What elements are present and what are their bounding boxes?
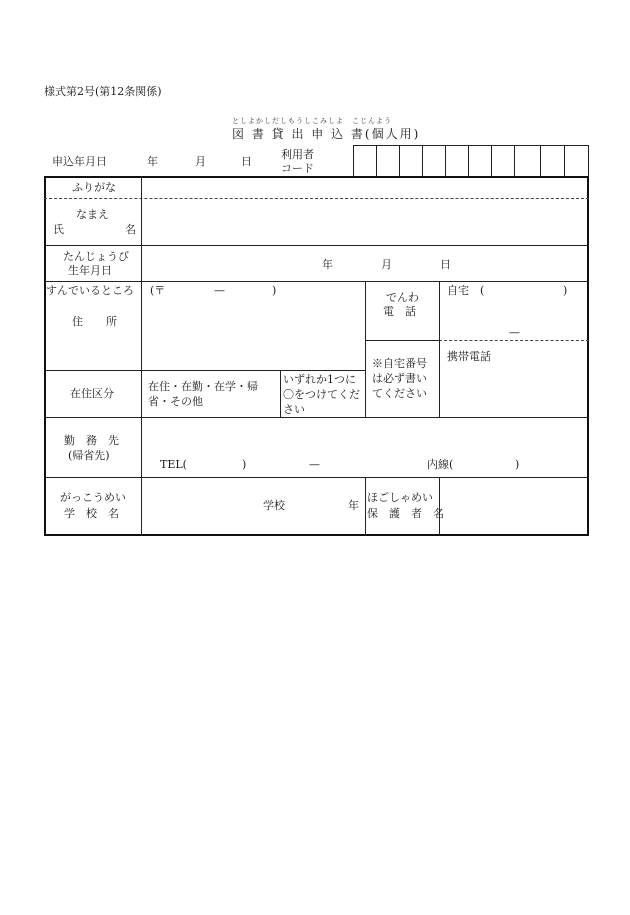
phone-note-3: てください <box>372 387 427 400</box>
application-month: 月 <box>195 155 206 168</box>
form-title: 図 書 貸 出 申 込 書(個人用) <box>232 127 421 141</box>
workplace-field[interactable] <box>142 418 588 456</box>
birth-label: 生年月日 <box>68 264 112 277</box>
form-number: 様式第2号(第12条関係) <box>44 85 162 98</box>
home-phone-label: 自宅 ( <box>447 284 485 297</box>
application-date-label: 申込年月日 <box>52 155 107 168</box>
extension-close: ) <box>515 458 520 471</box>
address-kana-label: すんでいるところ <box>46 284 134 297</box>
extension-label: 内線( <box>427 458 454 471</box>
residence-hint-3: さい <box>283 403 305 416</box>
user-code-label-1: 利用者 <box>281 148 314 161</box>
name-kana-label: なまえ <box>76 208 109 221</box>
home-phone-dash: — <box>509 326 520 339</box>
workplace-label: 勤 務 先 <box>64 434 119 447</box>
school-field[interactable] <box>142 478 364 535</box>
workplace-tel-close: ) <box>242 458 247 471</box>
name-label-1: 氏 <box>53 223 64 236</box>
application-day: 日 <box>241 155 252 168</box>
residence-options-2[interactable]: 省・その他 <box>148 395 203 408</box>
postal-dash: — <box>214 284 225 297</box>
guardian-field[interactable] <box>440 478 588 535</box>
birth-year: 年 <box>322 258 333 271</box>
birth-day: 日 <box>440 258 451 271</box>
school-suffix: 学校 <box>263 499 285 512</box>
residence-hint-1: いずれか1つに <box>283 373 356 386</box>
school-year-suffix: 年 <box>348 499 359 512</box>
title-ruby: としよかしだしもうしこみしよ こじんよう <box>232 117 392 125</box>
birth-month: 月 <box>381 258 392 271</box>
guardian-label: 保 護 者 名 <box>367 507 444 520</box>
phone-kana-label: でんわ <box>386 291 419 304</box>
residence-hint-2: 〇をつけてくだ <box>283 388 360 401</box>
phone-label: 電 話 <box>383 305 416 318</box>
user-code-label-2: コード <box>281 162 314 175</box>
school-label: 学 校 名 <box>64 507 119 520</box>
address-label-2: 所 <box>106 315 117 328</box>
name-label-2: 名 <box>125 223 136 236</box>
furigana-field[interactable] <box>142 177 588 197</box>
residence-label: 在住区分 <box>70 387 114 400</box>
workplace-tel-label: TEL( <box>160 458 187 471</box>
workplace-sublabel: (帰省先) <box>68 449 110 462</box>
postal-close: ) <box>272 284 277 297</box>
home-phone-field[interactable] <box>440 282 588 339</box>
residence-options-1[interactable]: 在住・在勤・在学・帰 <box>148 380 258 393</box>
guardian-kana-label: ほごしゃめい <box>367 491 433 504</box>
school-kana-label: がっこうめい <box>60 491 126 504</box>
address-field[interactable] <box>142 282 364 369</box>
postal-open: (〒 <box>150 284 166 297</box>
furigana-label: ふりがな <box>72 181 116 194</box>
application-year: 年 <box>147 155 158 168</box>
mobile-phone-field[interactable] <box>440 341 588 416</box>
phone-note-1: ※自宅番号 <box>372 357 427 370</box>
home-phone-close: ) <box>563 284 568 297</box>
name-field[interactable] <box>142 199 588 244</box>
birth-kana-label: たんじょうび <box>63 250 129 263</box>
mobile-phone-label: 携帯電話 <box>447 350 491 363</box>
workplace-tel-dash: — <box>309 458 320 471</box>
address-label-1: 住 <box>72 315 83 328</box>
phone-note-2: は必ず書い <box>372 372 427 385</box>
